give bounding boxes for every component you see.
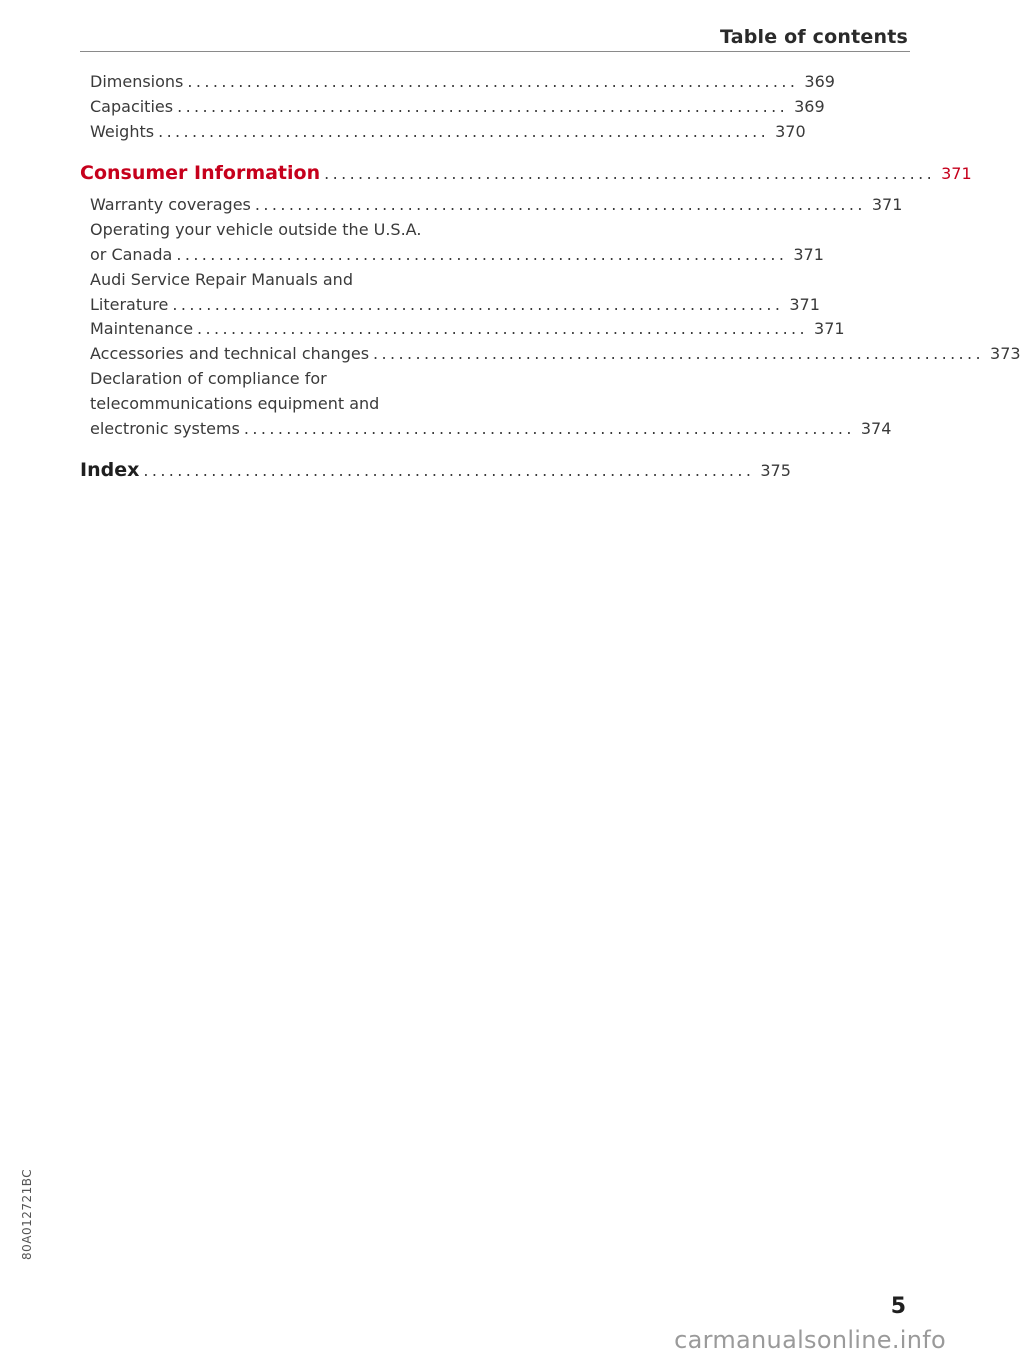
- toc-entry-capacities[interactable]: [80, 95, 825, 120]
- toc-chapter-consumer-information[interactable]: [80, 158, 972, 189]
- toc-entry-line: Audi Service Repair Manuals and: [90, 269, 353, 289]
- toc-entry-warranty-coverages[interactable]: [80, 193, 903, 218]
- dot-leader: ........................................................................: [373, 344, 985, 364]
- watermark: carmanualsonline.info: [674, 1326, 946, 1354]
- toc-chapter-label: Index: [80, 459, 140, 482]
- toc-chapter-page: 371: [941, 164, 972, 184]
- dot-leader: ........................................................................: [158, 121, 770, 141]
- toc-entry-label: electronic systems: [90, 418, 240, 438]
- dot-leader: ........................................................................: [187, 72, 799, 91]
- toc-entry-line: Operating your vehicle outside the U.S.A.: [90, 220, 422, 240]
- toc-entry-label: Maintenance: [90, 319, 194, 339]
- toc-entry-page: 371: [789, 294, 820, 314]
- toc-entry-line: Declaration of compliance for: [90, 368, 327, 388]
- toc-entry-page: 369: [804, 72, 835, 91]
- dot-leader: ........................................................................: [254, 195, 866, 215]
- toc-entry-label: Literature: [90, 294, 169, 314]
- toc-entry-page: 373: [990, 344, 1021, 364]
- toc-entry-label: Dimensions: [90, 72, 184, 91]
- toc-entry-weights[interactable]: [80, 120, 806, 145]
- dot-leader: ........................................................................: [197, 319, 809, 339]
- dot-leader: ........................................................................: [243, 418, 855, 438]
- toc-chapter-page: 375: [760, 461, 791, 481]
- table-of-contents: [80, 70, 1021, 490]
- document-code: 80A012721BC: [20, 1168, 34, 1260]
- dot-leader: ........................................................................: [143, 461, 755, 481]
- toc-entry-declaration-of-compliance[interactable]: [80, 367, 892, 441]
- toc-entry-page: 371: [871, 195, 903, 215]
- header-divider: [80, 51, 910, 52]
- toc-entry-label: Capacities: [90, 96, 174, 116]
- toc-entry-line: telecommunications equipment and: [90, 393, 380, 413]
- toc-entry-service-repair-manuals[interactable]: [80, 268, 820, 318]
- toc-entry-page: 369: [794, 96, 825, 116]
- dot-leader: ........................................................................: [176, 244, 788, 264]
- dot-leader: ........................................................................: [172, 294, 784, 314]
- toc-entry-maintenance[interactable]: [80, 317, 845, 342]
- dot-leader: ........................................................................: [324, 164, 936, 184]
- toc-chapter-index[interactable]: [80, 455, 791, 486]
- toc-entry-label: or Canada: [90, 244, 173, 264]
- toc-entry-page: 374: [860, 418, 892, 438]
- dot-leader: ........................................................................: [177, 96, 789, 116]
- toc-entry-page: 371: [793, 244, 824, 264]
- toc-entry-label: Accessories and technical changes: [90, 344, 370, 364]
- toc-entry-label: Weights: [90, 121, 155, 141]
- toc-entry-dimensions[interactable]: [80, 70, 835, 95]
- toc-entry-label: Warranty coverages: [90, 195, 251, 215]
- toc-entry-accessories[interactable]: [80, 342, 1021, 367]
- toc-entry-page: 370: [775, 121, 806, 141]
- page-number: 5: [890, 1294, 906, 1319]
- toc-entry-page: 371: [814, 319, 845, 339]
- toc-chapter-label: Consumer Information: [80, 162, 321, 185]
- page-header-title: Table of contents: [719, 26, 908, 48]
- toc-entry-operating-outside-usa[interactable]: [80, 218, 824, 268]
